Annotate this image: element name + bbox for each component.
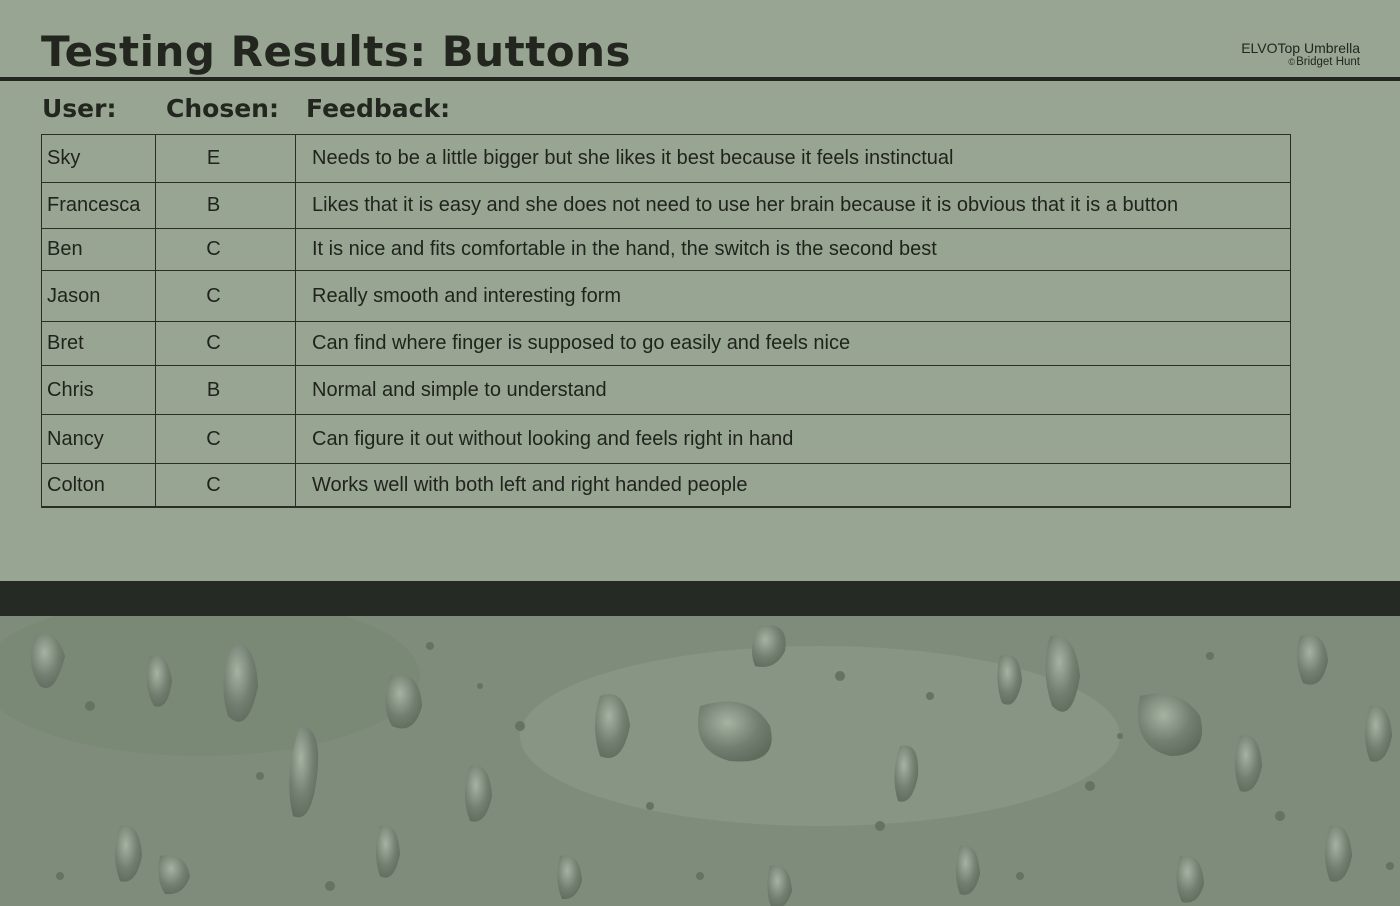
user-cell: Francesca: [42, 183, 156, 228]
brand-name: ELVOTop Umbrella: [1241, 40, 1360, 56]
user-cell: Ben: [42, 229, 156, 270]
user-cell: Colton: [42, 464, 156, 506]
header-user: User:: [42, 94, 117, 123]
feedback-cell: Can figure it out without looking and feels right in hand: [312, 427, 794, 450]
title-rule: [0, 77, 1400, 81]
table-row: [42, 463, 1290, 506]
header-feedback: Feedback:: [306, 94, 451, 123]
table-row: [42, 414, 1290, 463]
user-cell: Chris: [42, 366, 156, 414]
copyright-symbol: ©: [1288, 56, 1296, 67]
table-row: [42, 321, 1290, 365]
feedback-cell: Really smooth and interesting form: [312, 284, 622, 307]
brand-block: [1241, 41, 1360, 68]
chosen-cell: B: [156, 366, 296, 414]
results-table: [41, 134, 1291, 508]
brand-author-line: [1241, 56, 1360, 68]
page-title: Testing Results: Buttons: [41, 27, 632, 76]
chosen-cell: C: [156, 229, 296, 270]
table-row: [42, 270, 1290, 321]
rain-photo: [0, 616, 1400, 906]
feedback-cell: Can find where finger is supposed to go easily and feels nice: [312, 332, 851, 354]
feedback-cell: Needs to be a little bigger but she likes it best because it feels instinctual: [312, 147, 954, 169]
user-cell: Nancy: [42, 415, 156, 463]
feedback-cell: Works well with both left and right handed people: [312, 473, 748, 496]
chosen-cell: E: [156, 135, 296, 182]
feedback-cell: Likes that it is easy and she does not need to use her brain because it is obvious that it is a button: [312, 194, 1179, 216]
table-row: [42, 228, 1290, 270]
table-row: [42, 365, 1290, 414]
divider-bar: [0, 581, 1400, 616]
user-cell: Bret: [42, 322, 156, 365]
chosen-cell: C: [156, 271, 296, 321]
table-row: [42, 135, 1290, 182]
feedback-cell: Normal and simple to understand: [312, 378, 607, 401]
user-cell: Sky: [42, 135, 156, 182]
rain-drops-image: [0, 616, 1400, 906]
header-chosen: Chosen:: [166, 94, 279, 123]
chosen-cell: C: [156, 415, 296, 463]
feedback-cell: It is nice and fits comfortable in the hand, the switch is the second best: [312, 238, 937, 260]
chosen-cell: C: [156, 464, 296, 506]
chosen-cell: B: [156, 183, 296, 228]
chosen-cell: C: [156, 322, 296, 365]
brand-author: Bridget Hunt: [1296, 55, 1360, 68]
user-cell: Jason: [42, 271, 156, 321]
table-row: [42, 182, 1290, 228]
